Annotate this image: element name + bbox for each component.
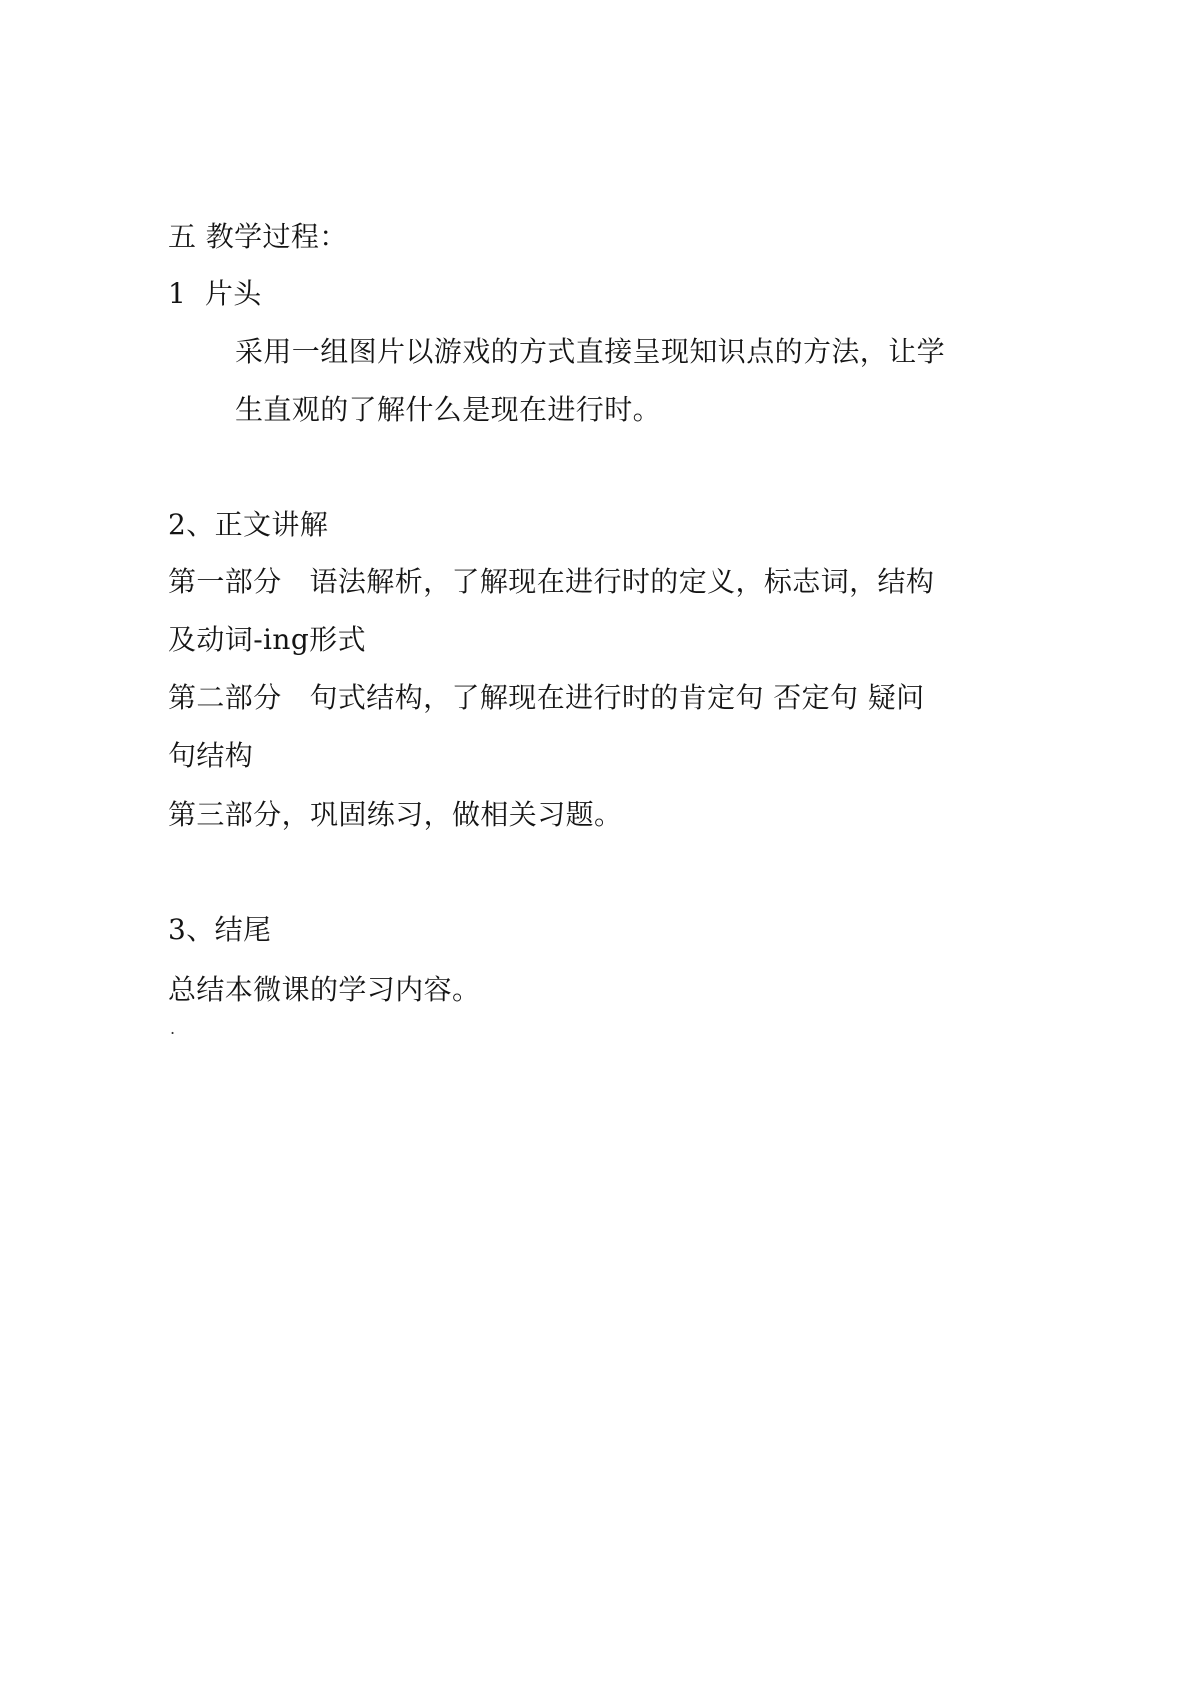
body-title: 2、正文讲解 <box>168 508 329 541</box>
section-heading: 五 教学过程： <box>168 220 348 253</box>
body-paragraph-line: 句结构 <box>168 739 254 772</box>
body-paragraph-line: 第二部分 句式结构，了解现在进行时的肯定句 否定句 疑问 <box>168 681 925 714</box>
intro-paragraph-line: 生直观的了解什么是现在进行时。 <box>235 393 662 426</box>
ending-title: 3、结尾 <box>168 913 272 946</box>
ending-paragraph-line: 总结本微课的学习内容。 <box>168 973 481 1006</box>
intro-paragraph-line: 采用一组图片以游戏的方式直接呈现知识点的方法，让学 <box>235 335 946 368</box>
intro-title: 1 片头 <box>168 277 262 310</box>
body-paragraph-line: 第一部分 语法解析，了解现在进行时的定义，标志词，结构 <box>168 565 935 598</box>
body-paragraph-line: 及动词-ing形式 <box>168 623 366 656</box>
trailing-mark: . <box>170 1019 176 1038</box>
body-paragraph-line: 第三部分，巩固练习，做相关习题。 <box>168 798 623 831</box>
